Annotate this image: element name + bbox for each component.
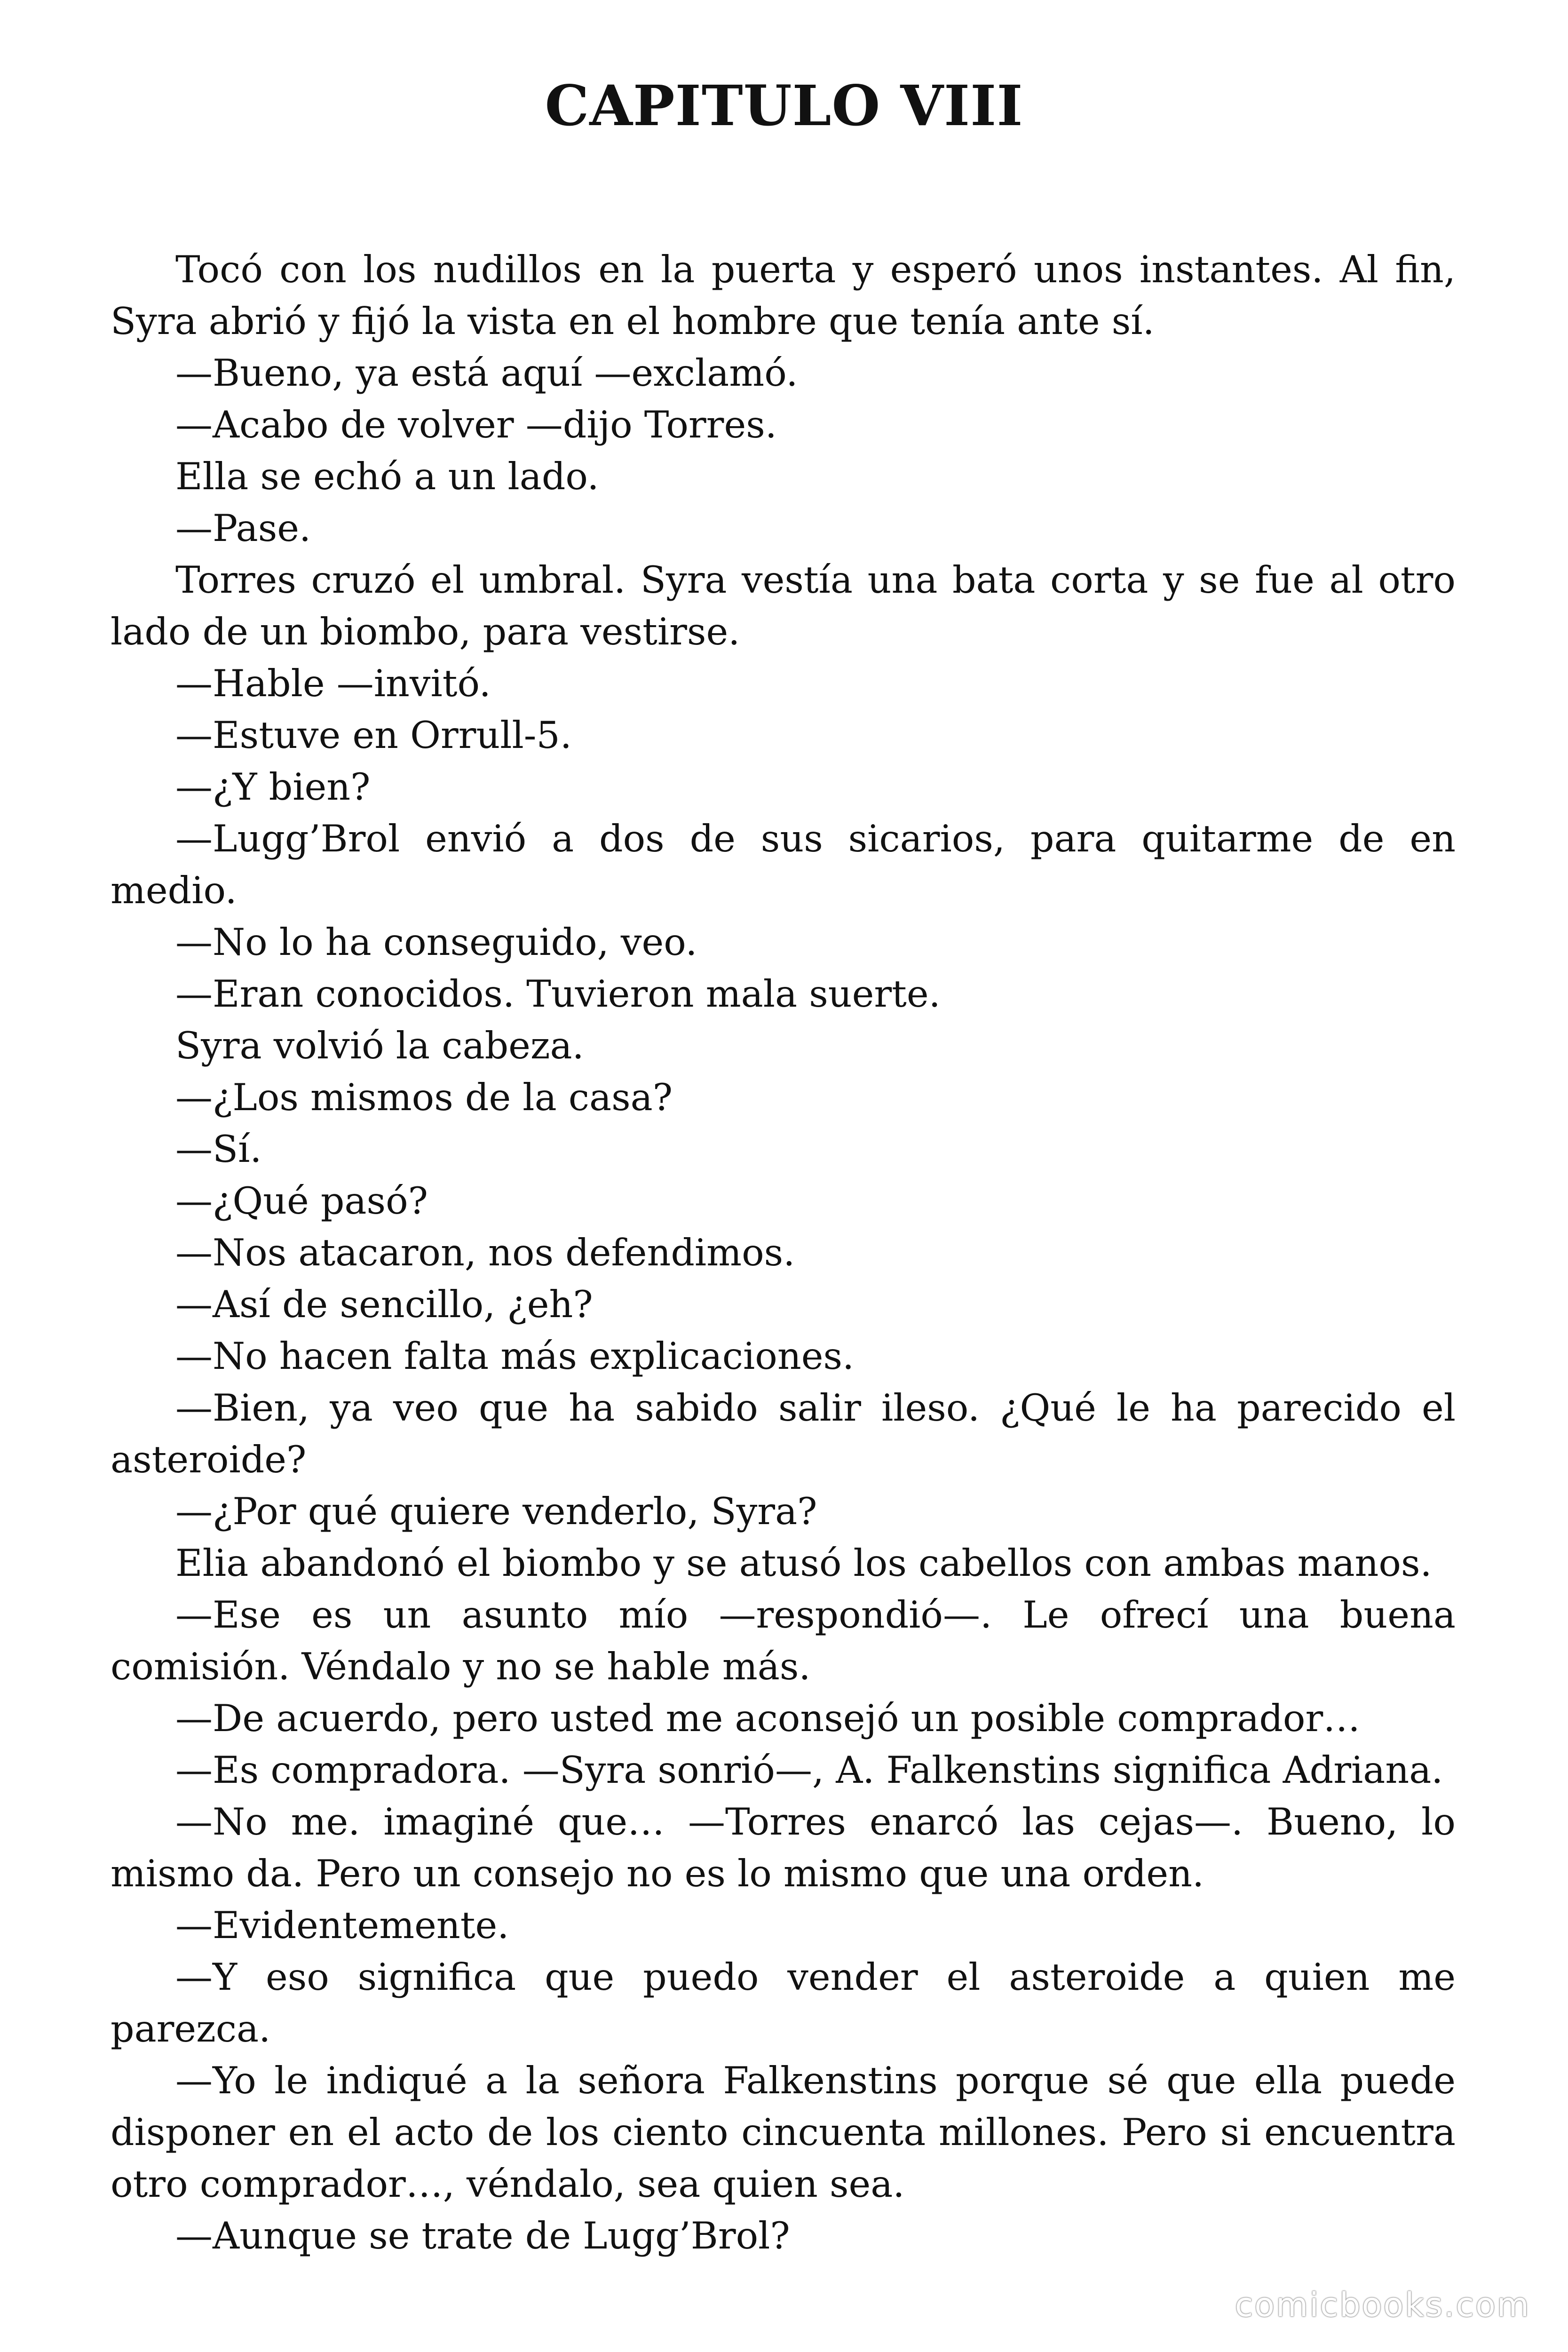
paragraph: —¿Qué pasó? [175,1179,428,1223]
paragraph: —¿Por qué quiere venderlo, Syra? [175,1490,817,1533]
paragraph: —Evidentemente. [175,1904,509,1947]
paragraph: —Estuve en Orrull-5. [175,714,572,757]
paragraph: —No lo ha conseguido, veo. [175,921,697,964]
paragraph: —¿Los mismos de la casa? [175,1076,673,1119]
paragraph: Torres cruzó el umbral. Syra vestía una bata corta y se fue al otro lado de un biombo, para vestirse. [111,558,1456,653]
chapter-body [111,244,1456,2262]
paragraph: —Eran conocidos. Tuvieron mala suerte. [175,972,941,1016]
chapter-title: CAPITULO VIII [545,73,1023,138]
paragraph: —Acabo de volver —dijo Torres. [175,403,777,446]
paragraph: —¿Y bien? [175,765,371,809]
paragraph: —Yo le indiqué a la señora Falkenstins porque sé que ella puede disponer en el acto de los ciento cincuenta millones. Pero si encuentra otro comprador…, véndalo, sea quien sea. [111,2059,1456,2206]
paragraph: —Bueno, ya está aquí —exclamó. [175,351,798,395]
paragraph: —No hacen falta más explicaciones. [175,1335,855,1378]
paragraph: Tocó con los nudillos en la puerta y esperó unos instantes. Al fin, Syra abrió y fijó la vista en el hombre que tenía ante sí. [111,248,1456,343]
paragraph: Elia abandonó el biombo y se atusó los cabellos con ambas manos. [175,1542,1432,1585]
watermark: comicbooks.com [1235,2286,1530,2324]
paragraph: —Y eso significa que puedo vender el asteroide a quien me parezca. [111,1955,1456,2050]
paragraph: —De acuerdo, pero usted me aconsejó un posible comprador… [175,1697,1361,1740]
paragraph: —Hable —invitó. [175,662,491,705]
paragraph: —Es compradora. —Syra sonrió—, A. Falkenstins significa Adriana. [175,1748,1443,1792]
paragraph: —No me. imaginé que… —Torres enarcó las cejas—. Bueno, lo mismo da. Pero un consejo no es lo mismo que una orden. [111,1800,1456,1895]
paragraph: —Así de sencillo, ¿eh? [175,1283,593,1326]
paragraph: —Pase. [175,507,311,550]
paragraph: —Nos atacaron, nos defendimos. [175,1231,795,1274]
paragraph: —Sí. [175,1128,262,1171]
paragraph: —Lugg’Brol envió a dos de sus sicarios, para quitarme de en medio. [111,817,1456,912]
paragraph: —Ese es un asunto mío —respondió—. Le ofrecí una buena comisión. Véndalo y no se hable más. [111,1593,1456,1688]
paragraph: —Bien, ya veo que ha sabido salir ileso. ¿Qué le ha parecido el asteroide? [111,1386,1456,1481]
paragraph: Syra volvió la cabeza. [175,1024,584,1067]
paragraph: —Aunque se trate de Lugg’Brol? [175,2214,790,2257]
paragraph: Ella se echó a un lado. [175,455,599,498]
